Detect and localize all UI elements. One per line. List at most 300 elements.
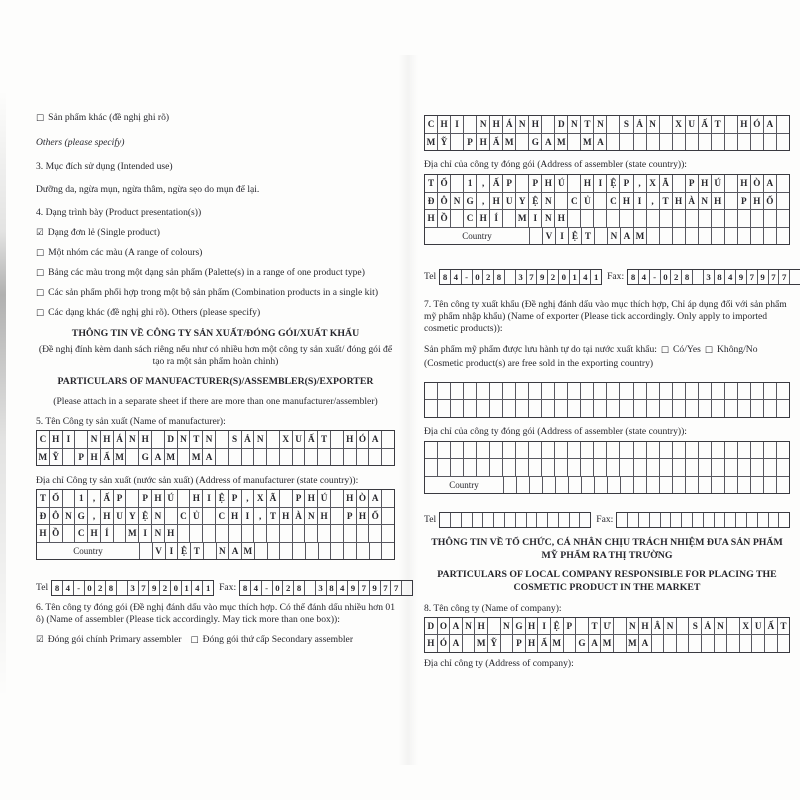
grid-cell[interactable]: N	[594, 116, 607, 133]
grid-cell[interactable]	[777, 228, 789, 245]
grid-cell[interactable]	[331, 490, 344, 507]
grid-cell[interactable]	[464, 383, 477, 400]
grid-cell[interactable]: Ú	[555, 175, 568, 192]
grid-cell[interactable]	[607, 383, 620, 400]
grid-cell[interactable]	[677, 618, 690, 635]
grid-cell[interactable]	[751, 134, 764, 151]
grid-cell[interactable]: N	[501, 618, 514, 635]
checkbox-unchecked-icon[interactable]: □	[36, 248, 45, 258]
grid-cell[interactable]	[425, 442, 438, 459]
grid-cell[interactable]	[451, 442, 464, 459]
grid-cell[interactable]: N	[152, 525, 165, 542]
grid-cell[interactable]: Ò	[751, 175, 764, 192]
grid-cell[interactable]: I	[451, 116, 464, 133]
grid-cell[interactable]: H	[425, 210, 438, 227]
grid-cell[interactable]: G	[529, 134, 542, 151]
grid-cell[interactable]	[280, 449, 293, 466]
grid-cell[interactable]: H	[581, 175, 594, 192]
grid-cell[interactable]	[581, 400, 594, 417]
grid-cell[interactable]: I	[166, 543, 179, 560]
grid-cell[interactable]	[568, 459, 581, 476]
grid-cell[interactable]	[464, 459, 477, 476]
grid-cell[interactable]: P	[503, 175, 516, 192]
grid-cell[interactable]	[369, 525, 382, 542]
exporter-name-grid[interactable]	[424, 382, 790, 418]
grid-cell[interactable]	[712, 442, 725, 459]
grid-cell[interactable]: N	[451, 193, 464, 210]
grid-cell[interactable]	[607, 210, 620, 227]
checkbox-unchecked-icon[interactable]: □	[36, 308, 45, 318]
grid-cell[interactable]	[204, 543, 217, 560]
grid-cell[interactable]: Â	[652, 618, 665, 635]
grid-cell[interactable]: M	[634, 228, 647, 245]
grid-cell[interactable]	[516, 400, 529, 417]
grid-cell[interactable]: N	[126, 431, 139, 448]
grid-cell[interactable]	[516, 175, 529, 192]
grid-cell[interactable]: I	[63, 431, 76, 448]
grid-cell[interactable]	[673, 477, 686, 494]
grid-cell[interactable]: M	[581, 134, 594, 151]
grid-cell[interactable]: Ấ	[765, 618, 778, 635]
grid-cell[interactable]: N	[627, 618, 640, 635]
grid-cell[interactable]	[673, 459, 686, 476]
grid-cell[interactable]	[614, 618, 627, 635]
grid-cell[interactable]	[576, 618, 589, 635]
grid-cell[interactable]	[712, 383, 725, 400]
grid-cell[interactable]: X	[254, 490, 267, 507]
grid-cell[interactable]: Í	[490, 210, 503, 227]
manufacturer-name-grid[interactable]	[36, 430, 395, 466]
grid-cell[interactable]	[569, 477, 582, 494]
grid-cell[interactable]	[529, 459, 542, 476]
grid-cell[interactable]	[673, 210, 686, 227]
grid-cell[interactable]	[490, 400, 503, 417]
grid-cell[interactable]: N	[477, 116, 490, 133]
grid-cell[interactable]	[725, 175, 738, 192]
grid-cell[interactable]	[203, 525, 216, 542]
grid-cell[interactable]: H	[50, 431, 63, 448]
grid-cell[interactable]	[581, 442, 594, 459]
grid-cell[interactable]: P	[293, 490, 306, 507]
grid-cell[interactable]: H	[165, 525, 178, 542]
grid-cell[interactable]: P	[464, 134, 477, 151]
grid-cell[interactable]: N	[699, 193, 712, 210]
grid-cell[interactable]: Ẩ	[490, 134, 503, 151]
grid-cell[interactable]	[516, 459, 529, 476]
grid-cell[interactable]	[451, 210, 464, 227]
grid-cell[interactable]	[699, 477, 712, 494]
grid-cell[interactable]: Ấ	[699, 116, 712, 133]
grid-cell[interactable]	[267, 449, 280, 466]
grid-cell[interactable]: H	[526, 618, 539, 635]
grid-cell[interactable]: N	[63, 508, 76, 525]
grid-cell[interactable]	[464, 400, 477, 417]
checkbox-unchecked-icon[interactable]: □	[660, 344, 670, 355]
grid-cell[interactable]: Ú	[318, 490, 331, 507]
grid-cell[interactable]: G	[513, 618, 526, 635]
grid-cell[interactable]: H	[738, 116, 751, 133]
grid-cell[interactable]	[451, 383, 464, 400]
grid-cell[interactable]: G	[576, 635, 589, 652]
grid-cell[interactable]: O	[438, 618, 451, 635]
fax-boxes[interactable]	[627, 269, 800, 285]
grid-cell[interactable]: N	[715, 618, 728, 635]
grid-cell[interactable]	[751, 383, 764, 400]
grid-cell[interactable]	[702, 635, 715, 652]
grid-cell[interactable]	[725, 116, 738, 133]
grid-cell[interactable]	[712, 477, 725, 494]
grid-cell[interactable]	[582, 477, 595, 494]
grid-cell[interactable]: P	[564, 618, 577, 635]
grid-cell[interactable]	[673, 134, 686, 151]
grid-cell[interactable]	[542, 383, 555, 400]
grid-cell[interactable]: H	[738, 175, 751, 192]
grid-cell[interactable]	[660, 442, 673, 459]
grid-cell[interactable]	[165, 508, 178, 525]
grid-cell[interactable]	[725, 228, 738, 245]
grid-cell[interactable]: Ã	[660, 175, 673, 192]
grid-cell[interactable]: ,	[254, 508, 267, 525]
grid-cell[interactable]: C	[178, 508, 191, 525]
grid-cell[interactable]: ,	[647, 193, 660, 210]
manufacturer-address-grid[interactable]	[36, 489, 395, 560]
grid-cell[interactable]: I	[203, 490, 216, 507]
grid-cell[interactable]	[242, 525, 255, 542]
grid-cell[interactable]: N	[647, 116, 660, 133]
grid-cell[interactable]: H	[88, 449, 101, 466]
grid-cell[interactable]: M	[37, 449, 50, 466]
checkbox-unchecked-icon[interactable]: □	[36, 113, 45, 123]
grid-cell[interactable]: A	[621, 228, 634, 245]
grid-cell[interactable]	[620, 459, 633, 476]
grid-cell[interactable]	[503, 400, 516, 417]
grid-cell[interactable]: Ã	[267, 490, 280, 507]
grid-cell[interactable]: H	[490, 193, 503, 210]
grid-cell[interactable]	[344, 449, 357, 466]
grid-cell[interactable]	[620, 383, 633, 400]
grid-cell[interactable]: Ẩ	[538, 635, 551, 652]
grid-cell[interactable]: S	[229, 431, 242, 448]
grid-cell[interactable]: Y	[516, 193, 529, 210]
grid-cell[interactable]	[425, 459, 438, 476]
grid-cell[interactable]	[542, 400, 555, 417]
grid-cell[interactable]	[477, 400, 490, 417]
grid-cell[interactable]: H	[280, 508, 293, 525]
grid-cell[interactable]	[63, 490, 76, 507]
grid-cell[interactable]	[490, 383, 503, 400]
grid-cell[interactable]: T	[190, 431, 203, 448]
grid-cell[interactable]	[608, 477, 621, 494]
grid-cell[interactable]	[614, 635, 627, 652]
grid-cell[interactable]: A	[589, 635, 602, 652]
grid-cell[interactable]	[306, 543, 319, 560]
grid-cell[interactable]	[647, 400, 660, 417]
grid-cell[interactable]: Ỹ	[438, 134, 451, 151]
grid-cell[interactable]: M	[516, 210, 529, 227]
grid-cell[interactable]	[503, 210, 516, 227]
grid-cell[interactable]	[331, 449, 344, 466]
grid-cell[interactable]: M	[475, 635, 488, 652]
grid-cell[interactable]	[752, 635, 765, 652]
grid-cell[interactable]	[555, 383, 568, 400]
grid-cell[interactable]	[267, 431, 280, 448]
grid-cell[interactable]	[689, 635, 702, 652]
grid-cell[interactable]	[677, 635, 690, 652]
grid-cell[interactable]: N	[542, 210, 555, 227]
grid-cell[interactable]: A	[450, 635, 463, 652]
grid-cell[interactable]: A	[369, 431, 382, 448]
grid-cell[interactable]: Ả	[242, 431, 255, 448]
grid-cell[interactable]: I	[529, 210, 542, 227]
grid-cell[interactable]	[178, 449, 191, 466]
grid-cell[interactable]	[556, 477, 569, 494]
grid-cell[interactable]	[451, 459, 464, 476]
grid-cell[interactable]	[712, 400, 725, 417]
grid-cell[interactable]	[594, 400, 607, 417]
grid-cell[interactable]	[382, 431, 394, 448]
grid-cell[interactable]: M	[114, 449, 127, 466]
grid-cell[interactable]	[516, 134, 529, 151]
grid-cell[interactable]	[242, 449, 255, 466]
grid-cell[interactable]	[425, 383, 438, 400]
grid-cell[interactable]	[369, 449, 382, 466]
grid-cell[interactable]	[607, 400, 620, 417]
grid-cell[interactable]	[738, 459, 751, 476]
grid-cell[interactable]: H	[751, 193, 764, 210]
grid-cell[interactable]	[673, 175, 686, 192]
grid-cell[interactable]: Ú	[712, 175, 725, 192]
grid-cell[interactable]	[620, 134, 633, 151]
grid-cell[interactable]	[607, 134, 620, 151]
grid-cell[interactable]	[740, 635, 753, 652]
grid-cell[interactable]	[712, 210, 725, 227]
grid-cell[interactable]: A	[594, 134, 607, 151]
grid-cell[interactable]	[725, 400, 738, 417]
grid-cell[interactable]	[712, 459, 725, 476]
grid-cell[interactable]: Ư	[601, 618, 614, 635]
grid-cell[interactable]	[530, 228, 543, 245]
grid-cell[interactable]: N	[542, 193, 555, 210]
tel-boxes[interactable]	[439, 512, 591, 528]
grid-cell[interactable]	[464, 442, 477, 459]
grid-cell[interactable]	[595, 477, 608, 494]
grid-cell[interactable]	[529, 442, 542, 459]
grid-cell[interactable]	[778, 635, 790, 652]
grid-cell[interactable]	[190, 525, 203, 542]
grid-cell[interactable]	[738, 228, 751, 245]
grid-cell[interactable]: M	[190, 449, 203, 466]
grid-cell[interactable]: X	[280, 431, 293, 448]
grid-cell[interactable]	[764, 400, 777, 417]
grid-cell[interactable]: ,	[477, 193, 490, 210]
grid-cell[interactable]: H	[152, 490, 165, 507]
grid-cell[interactable]	[382, 525, 394, 542]
grid-cell[interactable]: D	[425, 618, 438, 635]
grid-cell[interactable]: M	[601, 635, 614, 652]
grid-cell[interactable]	[516, 442, 529, 459]
grid-cell[interactable]	[331, 525, 344, 542]
grid-cell[interactable]	[777, 134, 789, 151]
grid-cell[interactable]	[382, 449, 394, 466]
grid-cell[interactable]	[555, 193, 568, 210]
grid-cell[interactable]: I	[242, 508, 255, 525]
grid-cell[interactable]	[280, 525, 293, 542]
grid-cell[interactable]	[501, 635, 514, 652]
grid-cell[interactable]	[751, 477, 764, 494]
grid-cell[interactable]: H	[88, 525, 101, 542]
grid-cell[interactable]	[686, 477, 699, 494]
grid-cell[interactable]: P	[229, 490, 242, 507]
grid-cell[interactable]: H	[190, 490, 203, 507]
tel-boxes[interactable]	[51, 580, 214, 596]
grid-cell[interactable]	[764, 228, 777, 245]
grid-cell[interactable]: M	[242, 543, 255, 560]
grid-cell[interactable]	[727, 635, 740, 652]
grid-cell[interactable]	[751, 442, 764, 459]
grid-cell[interactable]: H	[305, 490, 318, 507]
grid-cell[interactable]	[725, 210, 738, 227]
grid-cell[interactable]: H	[639, 618, 652, 635]
grid-cell[interactable]	[634, 400, 647, 417]
grid-cell[interactable]	[516, 383, 529, 400]
grid-cell[interactable]: Á	[503, 116, 516, 133]
grid-cell[interactable]	[777, 116, 789, 133]
grid-cell[interactable]: N	[217, 543, 230, 560]
grid-cell[interactable]: H	[229, 508, 242, 525]
grid-cell[interactable]	[216, 449, 229, 466]
grid-cell[interactable]	[699, 383, 712, 400]
grid-cell[interactable]	[280, 543, 293, 560]
grid-cell[interactable]	[318, 525, 331, 542]
grid-cell[interactable]: H	[357, 508, 370, 525]
grid-cell[interactable]: C	[37, 431, 50, 448]
grid-cell[interactable]	[114, 525, 127, 542]
grid-cell[interactable]: Ỹ	[488, 635, 501, 652]
grid-cell[interactable]	[660, 116, 673, 133]
grid-cell[interactable]: Ó	[357, 431, 370, 448]
grid-cell[interactable]	[543, 477, 556, 494]
grid-cell[interactable]	[542, 442, 555, 459]
grid-cell[interactable]: T	[589, 618, 602, 635]
grid-cell[interactable]: Ố	[369, 508, 382, 525]
grid-cell[interactable]: ,	[634, 175, 647, 192]
grid-cell[interactable]	[370, 543, 383, 560]
grid-cell[interactable]: H	[555, 210, 568, 227]
grid-cell[interactable]	[75, 431, 88, 448]
grid-cell[interactable]	[764, 134, 777, 151]
grid-cell[interactable]: Ệ	[529, 193, 542, 210]
grid-cell[interactable]	[529, 383, 542, 400]
grid-cell[interactable]	[764, 210, 777, 227]
grid-cell[interactable]: T	[581, 116, 594, 133]
grid-cell[interactable]: G	[464, 193, 477, 210]
grid-cell[interactable]: T	[267, 508, 280, 525]
grid-cell[interactable]	[647, 442, 660, 459]
grid-cell[interactable]: Ệ	[551, 618, 564, 635]
grid-cell[interactable]	[254, 449, 267, 466]
grid-cell[interactable]	[438, 400, 451, 417]
grid-cell[interactable]	[477, 442, 490, 459]
grid-cell[interactable]	[490, 442, 503, 459]
grid-cell[interactable]: H	[620, 193, 633, 210]
grid-cell[interactable]	[229, 525, 242, 542]
grid-cell[interactable]	[382, 543, 394, 560]
grid-cell[interactable]	[777, 459, 789, 476]
grid-cell[interactable]: P	[344, 508, 357, 525]
grid-cell[interactable]: Ỹ	[50, 449, 63, 466]
grid-cell[interactable]	[660, 477, 673, 494]
grid-cell[interactable]	[595, 228, 608, 245]
grid-cell[interactable]	[357, 525, 370, 542]
grid-cell[interactable]	[660, 383, 673, 400]
grid-cell[interactable]: D	[165, 431, 178, 448]
grid-cell[interactable]	[63, 525, 76, 542]
grid-cell[interactable]	[357, 449, 370, 466]
grid-cell[interactable]: V	[543, 228, 556, 245]
grid-cell[interactable]: A	[639, 635, 652, 652]
grid-cell[interactable]: H	[425, 635, 438, 652]
grid-cell[interactable]: C	[568, 193, 581, 210]
checkbox-checked-icon[interactable]: ☑	[36, 228, 44, 238]
grid-cell[interactable]: H	[699, 175, 712, 192]
grid-cell[interactable]	[438, 442, 451, 459]
grid-cell[interactable]	[464, 116, 477, 133]
grid-cell[interactable]: H	[477, 134, 490, 151]
grid-cell[interactable]	[660, 210, 673, 227]
grid-cell[interactable]: T	[780, 620, 787, 631]
grid-cell[interactable]: N	[463, 618, 476, 635]
grid-cell[interactable]	[727, 618, 740, 635]
grid-cell[interactable]	[488, 618, 501, 635]
grid-cell[interactable]	[293, 543, 306, 560]
grid-cell[interactable]	[634, 383, 647, 400]
assembler-address-grid[interactable]	[424, 174, 790, 245]
grid-cell[interactable]: N	[664, 618, 677, 635]
grid-cell[interactable]: Ủ	[581, 193, 594, 210]
grid-cell[interactable]	[652, 635, 665, 652]
grid-cell[interactable]	[152, 431, 165, 448]
checkbox-unchecked-icon[interactable]: □	[36, 268, 45, 278]
grid-cell[interactable]	[503, 442, 516, 459]
grid-cell[interactable]: N	[516, 116, 529, 133]
grid-cell[interactable]	[647, 383, 660, 400]
grid-cell[interactable]	[607, 442, 620, 459]
grid-cell[interactable]: H	[344, 490, 357, 507]
grid-cell[interactable]	[594, 459, 607, 476]
grid-cell[interactable]: H	[673, 193, 686, 210]
grid-cell[interactable]	[686, 383, 699, 400]
grid-cell[interactable]	[319, 543, 332, 560]
grid-cell[interactable]: U	[293, 431, 306, 448]
grid-cell[interactable]: I	[556, 228, 569, 245]
grid-cell[interactable]: Ệ	[139, 508, 152, 525]
grid-cell[interactable]: Ô	[50, 508, 63, 525]
grid-cell[interactable]	[293, 525, 306, 542]
grid-cell[interactable]	[581, 383, 594, 400]
grid-cell[interactable]: Ồ	[438, 210, 451, 227]
grid-cell[interactable]: N	[88, 431, 101, 448]
grid-cell[interactable]: H	[344, 431, 357, 448]
grid-cell[interactable]	[594, 442, 607, 459]
grid-cell[interactable]: P	[75, 449, 88, 466]
grid-cell[interactable]	[568, 134, 581, 151]
grid-cell[interactable]	[647, 134, 660, 151]
grid-cell[interactable]	[594, 383, 607, 400]
grid-cell[interactable]	[268, 543, 281, 560]
grid-cell[interactable]	[751, 400, 764, 417]
grid-cell[interactable]	[530, 477, 543, 494]
grid-cell[interactable]	[293, 449, 306, 466]
